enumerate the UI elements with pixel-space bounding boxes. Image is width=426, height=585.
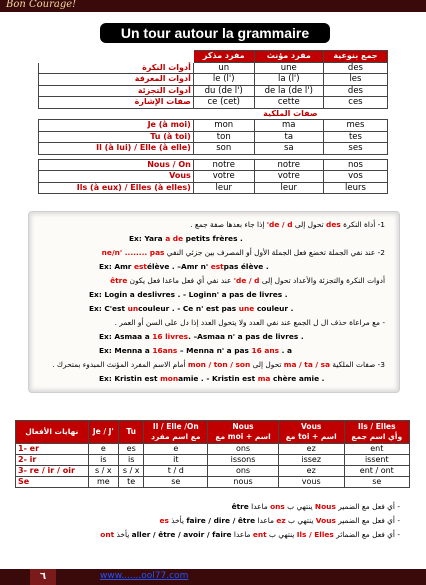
note-text: - Loginn' a pas de livres . <box>182 290 288 299</box>
rule-highlight: Nous <box>314 502 336 511</box>
cell: ce (cet) <box>193 97 254 109</box>
header-masc: مفرد مذكر <box>193 51 254 63</box>
table-row <box>39 120 388 132</box>
note-text: amie . <box>178 374 207 383</box>
note-line <box>89 304 293 313</box>
rule-text: faire / dire / être <box>186 516 256 525</box>
note-highlight: être <box>110 276 128 285</box>
row-label: 2- ir <box>16 455 89 466</box>
note-highlight: 16ans <box>152 346 178 355</box>
note-highlight: ma <box>257 374 271 383</box>
note-highlight: de / d' <box>233 276 260 285</box>
blank-cell <box>39 108 194 120</box>
note-text: Ex: C'est <box>89 304 128 313</box>
note-text: – Menna n' a pas <box>177 346 252 355</box>
note-text: 3- صفات الملكية <box>330 360 385 369</box>
table-row <box>39 62 388 74</box>
note-text: . –Asmaa n' a pas de livres . <box>188 332 304 341</box>
table-row <box>39 74 388 86</box>
cell: tes <box>323 131 387 143</box>
cell: me <box>88 477 118 488</box>
cell: leur <box>254 182 323 194</box>
cell: un <box>193 62 254 74</box>
page-number: ٦ <box>30 569 56 585</box>
table-row <box>39 159 388 171</box>
note-highlight: 16 livres <box>152 332 189 341</box>
row-label: Se <box>16 477 89 488</box>
rule-highlight: ent <box>252 530 267 539</box>
rule-text: ماعدا <box>231 530 253 539</box>
cell: es <box>119 444 144 455</box>
header-il: Il / Elle /On مع اسم مفرد <box>144 421 208 444</box>
articles-table <box>38 50 388 194</box>
cell: leurs <box>323 182 387 194</box>
cell: s / x <box>88 466 118 477</box>
row-label: Tu (à toi) <box>39 131 194 143</box>
row-label: أدوات النكرة <box>39 62 194 74</box>
note-text: Ex: Yara <box>129 234 166 243</box>
cell: ez <box>278 444 344 455</box>
rule-text: يأخذ <box>114 530 132 539</box>
header-vous: Vous مع toi + اسم <box>278 421 344 444</box>
cell: son <box>193 143 254 155</box>
table-row <box>16 455 410 466</box>
note-highlight: mon / ton / son <box>187 360 251 369</box>
note-highlight: mon <box>160 374 179 383</box>
cell: ent <box>344 444 409 455</box>
note-text: عند نفي أي فعل ماعدا فعل يكون <box>127 276 234 285</box>
header-tu: Tu <box>119 421 144 444</box>
note-text: chère amie . <box>270 374 325 383</box>
rule-highlight: ont <box>100 530 115 539</box>
rule-line <box>100 530 400 539</box>
rule-highlight: ez <box>276 516 286 525</box>
cell: vous <box>278 477 344 488</box>
cell: mon <box>193 120 254 132</box>
table-row <box>16 444 410 455</box>
note-highlight: a de <box>165 234 184 243</box>
note-text: - Kristin est <box>206 374 258 383</box>
rule-text: يأخذ <box>168 516 187 525</box>
cell: is <box>88 455 118 466</box>
table-row <box>39 85 388 97</box>
note-text: Ex: Asmaa a <box>99 332 153 341</box>
rule-text: ينتهي ب <box>285 516 316 525</box>
cell: se <box>144 477 208 488</box>
row-label: Vous <box>39 171 194 183</box>
cell: ces <box>323 97 387 109</box>
cell: issent <box>344 455 409 466</box>
row-label: أدوات التجزئة <box>39 85 194 97</box>
note-line <box>99 374 324 383</box>
note-line <box>52 360 385 369</box>
cell: se <box>344 477 409 488</box>
cell: issons <box>208 455 279 466</box>
note-text: أمام الاسم المفرد المؤنث المبدوء بمتحرك . <box>52 360 188 369</box>
subtitle-row <box>39 108 388 120</box>
rule-text: ينتهي ب <box>266 530 297 539</box>
row-label: Il (à lui) / Elle (à elle) <box>39 143 194 155</box>
note-text: Ex: Menna a <box>99 346 153 355</box>
note-text: أدوات النكرة والتجزئة والأعداد تحول إلى <box>259 276 385 285</box>
note-text: - مع مراعاة حذف ال ل الجمع عند نفي العدد ولا يتحول العدد إذا دل على السن أو العمر . <box>114 318 385 327</box>
cell: les <box>323 74 387 86</box>
cell: is <box>119 455 144 466</box>
row-label: 3- re / ir / oir <box>16 466 89 477</box>
cell: ons <box>208 466 279 477</box>
note-text: Ex: Kristin est <box>99 374 161 383</box>
note-text: –Amr n' <box>177 262 211 271</box>
note-text: élève . <box>146 262 178 271</box>
header-fem: مفرد مؤنث <box>254 51 323 63</box>
note-text: إذا جاء بعدها صفة جمع . <box>190 220 267 229</box>
note-line <box>102 248 385 257</box>
rule-highlight: es <box>159 516 169 525</box>
top-banner <box>0 0 426 12</box>
header-nous: Nous مع moi + اسم <box>208 421 279 444</box>
cell: t / d <box>144 466 208 477</box>
rule-line <box>159 516 400 525</box>
note-text: - Ce n' est pas <box>177 304 239 313</box>
note-text: couleur . <box>138 304 178 313</box>
possessive-subtitle: صفات الملكية <box>193 108 387 120</box>
cell: la (l') <box>254 74 323 86</box>
cell: ez <box>278 466 344 477</box>
table-row <box>39 143 388 155</box>
row-label: Ils (à eux) / Elles (à elles) <box>39 182 194 194</box>
table-row <box>39 171 388 183</box>
rule-text: être <box>231 502 249 511</box>
page-title: Un tour autour la grammaire <box>100 23 330 43</box>
table-header-row <box>39 51 388 63</box>
note-text: Ex: Amr <box>99 262 134 271</box>
note-text: Ex: Login a des <box>89 290 153 299</box>
note-text: couleur . <box>254 304 294 313</box>
cell: e <box>144 444 208 455</box>
row-label: Je (à moi) <box>39 120 194 132</box>
rule-highlight: Ils / Elles <box>296 530 334 539</box>
table-row <box>39 182 388 194</box>
header-plural: جمع بنوعية <box>323 51 387 63</box>
note-highlight: est <box>210 262 224 271</box>
cell: de la (de l') <box>254 85 323 97</box>
cell: ma <box>254 120 323 132</box>
note-line <box>99 262 269 271</box>
cell: nous <box>208 477 279 488</box>
table-row <box>39 97 388 109</box>
cell: vos <box>323 171 387 183</box>
rule-text: - أي فعل مع الضمائر <box>333 530 400 539</box>
rule-line <box>232 502 400 511</box>
cell: it <box>144 455 208 466</box>
note-highlight: est <box>133 262 147 271</box>
cell: une <box>254 62 323 74</box>
cell: ent / ont <box>344 466 409 477</box>
note-highlight: une <box>238 304 255 313</box>
cell: ton <box>193 131 254 143</box>
cell: s / x <box>119 466 144 477</box>
grammar-notes-scroll <box>28 211 400 393</box>
note-text: pas élève . <box>223 262 269 271</box>
header-endings: نهايات الأفعال <box>16 421 89 444</box>
brand-text: Bon Courage! <box>6 0 77 10</box>
note-highlight: 16 ans <box>251 346 280 355</box>
footer-link[interactable]: www.......ool77.com <box>100 571 189 581</box>
table-header-row <box>16 421 410 444</box>
note-text: 1- أداة النكرة <box>340 220 385 229</box>
cell: sa <box>254 143 323 155</box>
row-label: صفات الإشارة <box>39 97 194 109</box>
row-label: Nous / On <box>39 159 194 171</box>
cell: cette <box>254 97 323 109</box>
cell: du (de l') <box>193 85 254 97</box>
rule-text: aller / être / avoir / faire <box>131 530 232 539</box>
empty-header-cell <box>39 51 194 63</box>
note-highlight: de / d' <box>266 220 293 229</box>
cell: ta <box>254 131 323 143</box>
note-text: تحول إلى <box>250 360 284 369</box>
rule-text: ماعدا <box>255 516 277 525</box>
footer-banner <box>0 569 426 585</box>
table-row <box>39 131 388 143</box>
rule-text: ينتهي ب <box>284 502 315 511</box>
note-line <box>190 220 385 229</box>
cell: votre <box>193 171 254 183</box>
cell: des <box>323 85 387 97</box>
rule-text: - أي فعل مع الضمير <box>335 516 400 525</box>
table-row <box>16 477 410 488</box>
rule-highlight: Vous <box>315 516 336 525</box>
header-je: Je / J' <box>88 421 118 444</box>
header-ils: Ils / Elles وأي اسم جمع <box>344 421 409 444</box>
note-line <box>99 346 292 355</box>
row-label: أدوات المعرفة <box>39 74 194 86</box>
note-line <box>89 290 288 299</box>
cell: issez <box>278 455 344 466</box>
row-label: 1- er <box>16 444 89 455</box>
note-highlight: ma / ta / sa <box>283 360 331 369</box>
note-text: petits frères . <box>183 234 243 243</box>
note-text: 2- عند نفي الجملة تخضع فعل الجملة الأول أو المصرف بين جزئي النفي <box>164 248 385 257</box>
verb-endings-table <box>15 420 410 488</box>
note-highlight: des <box>326 220 341 229</box>
cell: te <box>119 477 144 488</box>
note-line <box>129 234 243 243</box>
cell: e <box>88 444 118 455</box>
note-text: livres . <box>152 290 183 299</box>
note-line <box>110 276 385 285</box>
cell: leur <box>193 182 254 194</box>
note-text: . a <box>279 346 292 355</box>
cell: nos <box>323 159 387 171</box>
cell: votre <box>254 171 323 183</box>
cell: ons <box>208 444 279 455</box>
rule-highlight: ons <box>270 502 285 511</box>
cell: des <box>323 62 387 74</box>
cell: notre <box>193 159 254 171</box>
cell: notre <box>254 159 323 171</box>
note-text: تحول إلى <box>292 220 327 229</box>
rule-text: - أي فعل مع الضمير <box>335 502 400 511</box>
table-row <box>16 466 410 477</box>
note-line <box>99 332 304 341</box>
cell: mes <box>323 120 387 132</box>
note-highlight: un <box>127 304 139 313</box>
cell: ses <box>323 143 387 155</box>
rule-text: ماعدا <box>248 502 271 511</box>
note-highlight: ne/n' ........ pas <box>101 248 165 257</box>
note-line <box>115 318 385 327</box>
cell: le (l') <box>193 74 254 86</box>
